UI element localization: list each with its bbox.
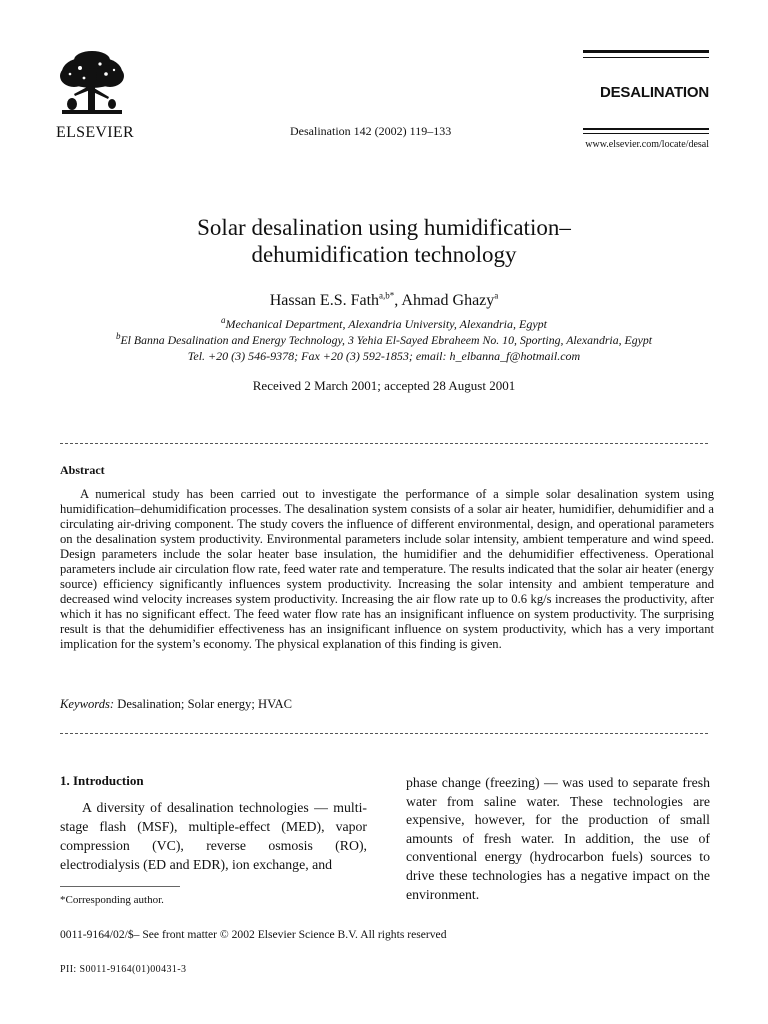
- title-line-1: Solar desalination using humidification–: [197, 215, 571, 240]
- contact-line: Tel. +20 (3) 546-9378; Fax +20 (3) 592-1853; email: h_elbanna_f@hotmail.com: [187, 349, 581, 363]
- author-1-affil: a,b*: [379, 290, 395, 301]
- received-dates: Received 2 March 2001; accepted 28 August 2001: [252, 378, 516, 393]
- article-title: [0, 214, 768, 268]
- authors: [0, 292, 768, 310]
- masthead-rule-bottom2: [583, 133, 709, 134]
- title-line-2: dehumidification technology: [251, 242, 517, 267]
- abstract-heading: Abstract: [60, 463, 105, 477]
- citation: Desalination 142 (2002) 119–133: [290, 124, 452, 138]
- masthead-rule-bottom: [583, 128, 709, 130]
- affil-b-mark: b: [115, 331, 121, 342]
- masthead-rule-top2: [583, 57, 709, 58]
- publisher-name: ELSEVIER: [56, 124, 134, 141]
- author-separator: ,: [394, 292, 402, 309]
- affiliation-b: $^b$El Banna Desalination and Energy Technology, 3 Yehia El-Sayed Ebraheem No. 10, Sporting, Alexandria, Egypt: [115, 331, 653, 347]
- elsevier-tree-logo: [54, 50, 130, 122]
- journal-url[interactable]: www.elsevier.com/locate/desal: [585, 139, 709, 150]
- abstract-text: A numerical study has been carried out to investigate the performance of a simple solar desalination system using humidification–dehumidification processes. The desalination system consists of a solar air heater, humidifier, dehumidifier and a circulating air-driving component. The study covers the influence of different environmental, design, and operational parameters on the desalination system productivity. Environmental parameters include solar intensity, ambient temperature and wind speed. Design parameters include the solar heater base insulation, the humidifier and the dehumidifier effectiveness. Operational parameters include air circulation flow rate, feed water rate and temperature. The results indicated that the solar air heater (energy source) efficiency significantly influences system productivity. Increasing the solar intensity and ambient temperature and decreased wind velocity increases system productivity. Increasing the air flow rate up to 0.6 kg/s increases the productivity, after which it has no significant effect. The feed water flow rate has an insignificant influence on system productivity. The surprising result is that the dehumidifier effectiveness has an insignificant influence on system productivity, which has a very important implication for the system’s economy. The physical explanation of this finding is given.: [60, 487, 714, 651]
- divider-top: [60, 443, 708, 444]
- author-2-affil: a: [494, 290, 499, 301]
- corresponding-author-note: *Corresponding author.: [60, 894, 164, 906]
- keywords-value: Desalination; Solar energy; HVAC: [117, 697, 293, 711]
- affil-a-mark: a: [221, 315, 226, 325]
- author-2: Ahmad Ghazy: [401, 292, 495, 309]
- affiliation-a: $^a$Mechanical Department, Alexandria University, Alexandria, Egypt: [221, 315, 547, 331]
- author-1: Hassan E.S. Fath: [269, 292, 380, 309]
- copyright-line: 0011-9164/02/$– See front matter © 2002 Elsevier Science B.V. All rights reserved: [60, 928, 447, 941]
- keywords-label: Keywords:: [60, 697, 115, 711]
- keywords: [60, 697, 292, 712]
- masthead-rule-top: [583, 50, 709, 53]
- journal-title: DESALINATION: [600, 84, 709, 101]
- intro-right-column: phase change (freezing) — was used to separate fresh water from saline water. These technologies are expensive, however, for the production of small amounts of fresh water. In addition, the use of conventional energy (hydrocarbon fuels) sources to drive these technologies has a negative impact on the environment.: [406, 775, 710, 902]
- intro-left-column: A diversity of desalination technologies — multi-stage flash (MSF), multiple-effect (MED), vapor compression (VC), reverse osmosis (RO), electrodialysis (ED and EDR), ion exchange, and: [60, 800, 367, 872]
- section-heading-introduction: 1. Introduction: [60, 773, 144, 788]
- pii-line: PII: S0011-9164(01)00431-3: [60, 964, 187, 975]
- divider-bottom: [60, 733, 708, 734]
- footnote-rule: [60, 886, 180, 887]
